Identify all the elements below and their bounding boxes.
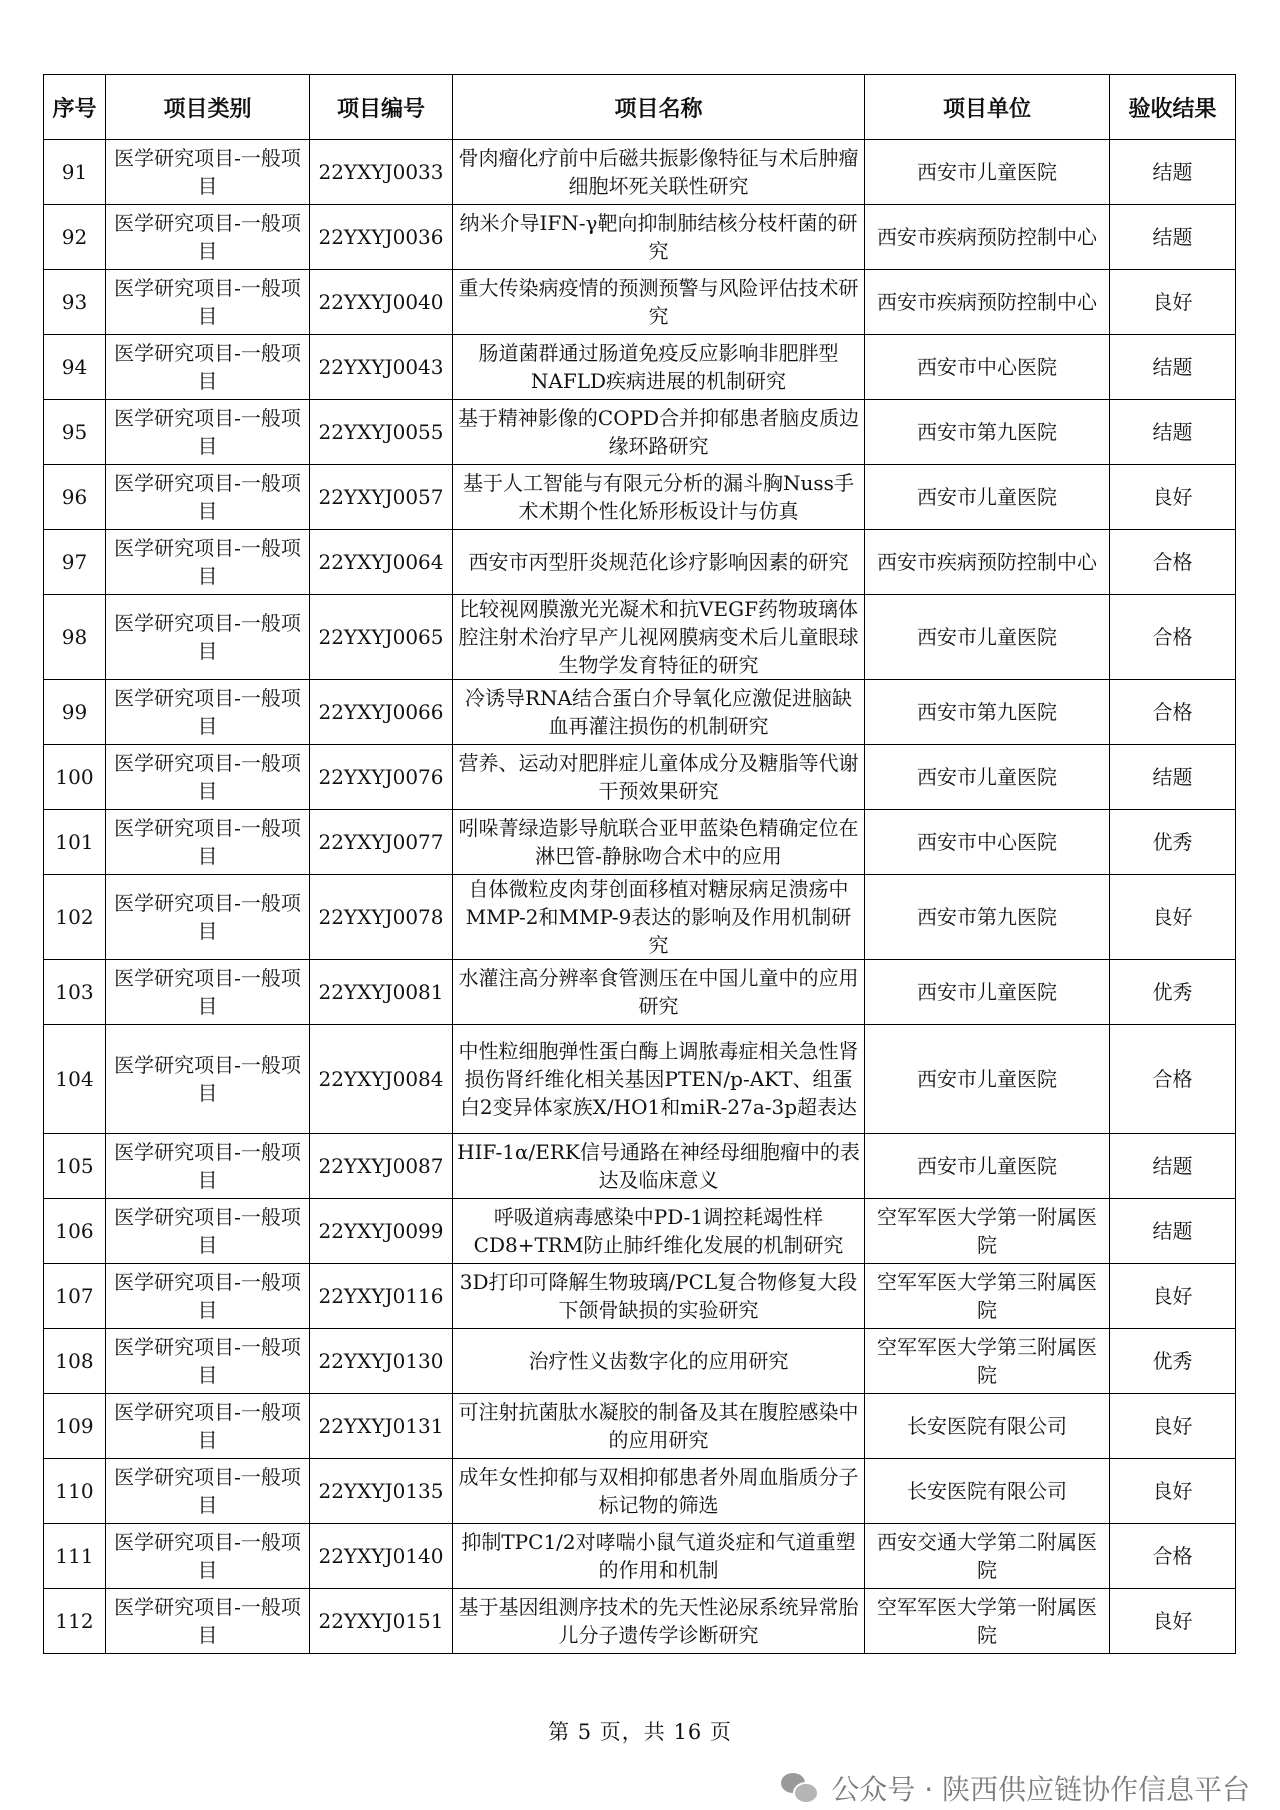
cell-unit: 西安市儿童医院 <box>865 465 1110 530</box>
cell-code: 22YXYJ0099 <box>310 1199 453 1264</box>
cell-result: 结题 <box>1110 1134 1236 1199</box>
cell-no: 105 <box>44 1134 106 1199</box>
cell-name: 呼吸道病毒感染中PD-1调控耗竭性样CD8+TRM防止肺纤维化发展的机制研究 <box>453 1199 865 1264</box>
cell-name: 治疗性义齿数字化的应用研究 <box>453 1329 865 1394</box>
cell-code: 22YXYJ0151 <box>310 1589 453 1654</box>
cell-code: 22YXYJ0036 <box>310 205 453 270</box>
table-row <box>44 1264 1236 1329</box>
cell-category: 医学研究项目-一般项目 <box>106 1329 310 1394</box>
table-row <box>44 1589 1236 1654</box>
header-code: 项目编号 <box>310 75 453 140</box>
cell-result: 优秀 <box>1110 1329 1236 1394</box>
page-number: 第 5 页，共 16 页 <box>548 1720 732 1744</box>
cell-category: 医学研究项目-一般项目 <box>106 745 310 810</box>
cell-name: 重大传染病疫情的预测预警与风险评估技术研究 <box>453 270 865 335</box>
cell-result: 良好 <box>1110 875 1236 960</box>
cell-unit: 西安市疾病预防控制中心 <box>865 270 1110 335</box>
cell-category: 医学研究项目-一般项目 <box>106 270 310 335</box>
table-row <box>44 595 1236 680</box>
results-table <box>43 74 1236 1654</box>
cell-unit: 西安市儿童医院 <box>865 960 1110 1025</box>
cell-unit: 空军军医大学第三附属医院 <box>865 1264 1110 1329</box>
cell-category: 医学研究项目-一般项目 <box>106 1394 310 1459</box>
cell-unit: 西安市疾病预防控制中心 <box>865 205 1110 270</box>
cell-no: 91 <box>44 140 106 205</box>
cell-category: 医学研究项目-一般项目 <box>106 1459 310 1524</box>
cell-unit: 西安市第九医院 <box>865 680 1110 745</box>
cell-category: 医学研究项目-一般项目 <box>106 335 310 400</box>
cell-name: 营养、运动对肥胖症儿童体成分及糖脂等代谢干预效果研究 <box>453 745 865 810</box>
cell-category: 医学研究项目-一般项目 <box>106 680 310 745</box>
table-row <box>44 1459 1236 1524</box>
cell-code: 22YXYJ0066 <box>310 680 453 745</box>
cell-name: 3D打印可降解生物玻璃/PCL复合物修复大段下颌骨缺损的实验研究 <box>453 1264 865 1329</box>
cell-unit: 西安市儿童医院 <box>865 140 1110 205</box>
cell-no: 104 <box>44 1025 106 1134</box>
cell-unit: 西安市疾病预防控制中心 <box>865 530 1110 595</box>
cell-no: 112 <box>44 1589 106 1654</box>
cell-no: 93 <box>44 270 106 335</box>
cell-result: 优秀 <box>1110 810 1236 875</box>
cell-no: 99 <box>44 680 106 745</box>
cell-name: 基于人工智能与有限元分析的漏斗胸Nuss手术术期个性化矫形板设计与仿真 <box>453 465 865 530</box>
cell-result: 结题 <box>1110 745 1236 810</box>
cell-result: 良好 <box>1110 1264 1236 1329</box>
wechat-icon <box>781 1773 817 1803</box>
cell-unit: 西安市儿童医院 <box>865 1134 1110 1199</box>
table-row <box>44 205 1236 270</box>
cell-category: 医学研究项目-一般项目 <box>106 1524 310 1589</box>
cell-name: 肠道菌群通过肠道免疫反应影响非肥胖型NAFLD疾病进展的机制研究 <box>453 335 865 400</box>
cell-no: 96 <box>44 465 106 530</box>
cell-code: 22YXYJ0116 <box>310 1264 453 1329</box>
cell-category: 医学研究项目-一般项目 <box>106 595 310 680</box>
cell-code: 22YXYJ0055 <box>310 400 453 465</box>
header-result: 验收结果 <box>1110 75 1236 140</box>
cell-category: 医学研究项目-一般项目 <box>106 875 310 960</box>
cell-name: 纳米介导IFN-γ靶向抑制肺结核分枝杆菌的研究 <box>453 205 865 270</box>
cell-category: 医学研究项目-一般项目 <box>106 1199 310 1264</box>
cell-category: 医学研究项目-一般项目 <box>106 205 310 270</box>
cell-code: 22YXYJ0140 <box>310 1524 453 1589</box>
header-unit: 项目单位 <box>865 75 1110 140</box>
table-row <box>44 270 1236 335</box>
table-row <box>44 745 1236 810</box>
table-row <box>44 1394 1236 1459</box>
cell-name: 水灌注高分辨率食管测压在中国儿童中的应用研究 <box>453 960 865 1025</box>
cell-no: 107 <box>44 1264 106 1329</box>
cell-result: 结题 <box>1110 335 1236 400</box>
cell-name: 可注射抗菌肽水凝胶的制备及其在腹腔感染中的应用研究 <box>453 1394 865 1459</box>
watermark-text: 公众号 · 陕西供应链协作信息平台 <box>831 1773 1250 1806</box>
cell-name: 冷诱导RNA结合蛋白介导氧化应激促进脑缺血再灌注损伤的机制研究 <box>453 680 865 745</box>
cell-no: 109 <box>44 1394 106 1459</box>
cell-no: 108 <box>44 1329 106 1394</box>
table-row <box>44 680 1236 745</box>
table-row <box>44 1025 1236 1134</box>
cell-code: 22YXYJ0076 <box>310 745 453 810</box>
cell-result: 良好 <box>1110 270 1236 335</box>
cell-category: 医学研究项目-一般项目 <box>106 1134 310 1199</box>
cell-code: 22YXYJ0131 <box>310 1394 453 1459</box>
cell-no: 92 <box>44 205 106 270</box>
cell-name: 成年女性抑郁与双相抑郁患者外周血脂质分子标记物的筛选 <box>453 1459 865 1524</box>
table-row <box>44 1199 1236 1264</box>
cell-unit: 西安市第九医院 <box>865 875 1110 960</box>
watermark <box>781 1768 1250 1808</box>
table-row <box>44 400 1236 465</box>
cell-name: 吲哚菁绿造影导航联合亚甲蓝染色精确定位在淋巴管-静脉吻合术中的应用 <box>453 810 865 875</box>
cell-code: 22YXYJ0087 <box>310 1134 453 1199</box>
cell-no: 110 <box>44 1459 106 1524</box>
cell-unit: 西安市第九医院 <box>865 400 1110 465</box>
cell-result: 结题 <box>1110 1199 1236 1264</box>
table-row <box>44 1329 1236 1394</box>
cell-category: 医学研究项目-一般项目 <box>106 960 310 1025</box>
cell-code: 22YXYJ0077 <box>310 810 453 875</box>
cell-result: 合格 <box>1110 680 1236 745</box>
cell-code: 22YXYJ0033 <box>310 140 453 205</box>
table-row <box>44 530 1236 595</box>
cell-name: 抑制TPC1/2对哮喘小鼠气道炎症和气道重塑的作用和机制 <box>453 1524 865 1589</box>
cell-name: 骨肉瘤化疗前中后磁共振影像特征与术后肿瘤细胞坏死关联性研究 <box>453 140 865 205</box>
header-name: 项目名称 <box>453 75 865 140</box>
cell-category: 医学研究项目-一般项目 <box>106 140 310 205</box>
cell-unit: 长安医院有限公司 <box>865 1459 1110 1524</box>
cell-no: 94 <box>44 335 106 400</box>
cell-result: 良好 <box>1110 465 1236 530</box>
cell-result: 合格 <box>1110 1025 1236 1134</box>
header-no: 序号 <box>44 75 106 140</box>
cell-category: 医学研究项目-一般项目 <box>106 810 310 875</box>
cell-code: 22YXYJ0057 <box>310 465 453 530</box>
table-row <box>44 465 1236 530</box>
table-row <box>44 140 1236 205</box>
cell-name: 比较视网膜激光光凝术和抗VEGF药物玻璃体腔注射术治疗早产儿视网膜病变术后儿童眼球生物学发育特征的研究 <box>453 595 865 680</box>
cell-category: 医学研究项目-一般项目 <box>106 1589 310 1654</box>
cell-category: 医学研究项目-一般项目 <box>106 1264 310 1329</box>
cell-name: 基于精神影像的COPD合并抑郁患者脑皮质边缘环路研究 <box>453 400 865 465</box>
cell-result: 结题 <box>1110 205 1236 270</box>
cell-category: 医学研究项目-一般项目 <box>106 530 310 595</box>
cell-code: 22YXYJ0081 <box>310 960 453 1025</box>
cell-result: 结题 <box>1110 140 1236 205</box>
table-row <box>44 1524 1236 1589</box>
header-category: 项目类别 <box>106 75 310 140</box>
cell-name: HIF-1α/ERK信号通路在神经母细胞瘤中的表达及临床意义 <box>453 1134 865 1199</box>
cell-result: 良好 <box>1110 1459 1236 1524</box>
cell-result: 合格 <box>1110 595 1236 680</box>
cell-result: 良好 <box>1110 1589 1236 1654</box>
cell-unit: 西安市中心医院 <box>865 810 1110 875</box>
table-row <box>44 810 1236 875</box>
table-row <box>44 960 1236 1025</box>
cell-no: 98 <box>44 595 106 680</box>
cell-code: 22YXYJ0043 <box>310 335 453 400</box>
cell-unit: 空军军医大学第一附属医院 <box>865 1589 1110 1654</box>
cell-unit: 空军军医大学第一附属医院 <box>865 1199 1110 1264</box>
header-row <box>44 75 1236 140</box>
cell-code: 22YXYJ0040 <box>310 270 453 335</box>
cell-unit: 西安市儿童医院 <box>865 595 1110 680</box>
cell-category: 医学研究项目-一般项目 <box>106 400 310 465</box>
cell-category: 医学研究项目-一般项目 <box>106 1025 310 1134</box>
cell-no: 103 <box>44 960 106 1025</box>
cell-result: 优秀 <box>1110 960 1236 1025</box>
table-row <box>44 1134 1236 1199</box>
cell-name: 基于基因组测序技术的先天性泌尿系统异常胎儿分子遗传学诊断研究 <box>453 1589 865 1654</box>
cell-code: 22YXYJ0084 <box>310 1025 453 1134</box>
cell-no: 101 <box>44 810 106 875</box>
cell-unit: 西安市儿童医院 <box>865 745 1110 810</box>
cell-code: 22YXYJ0130 <box>310 1329 453 1394</box>
cell-result: 良好 <box>1110 1394 1236 1459</box>
cell-no: 100 <box>44 745 106 810</box>
cell-no: 106 <box>44 1199 106 1264</box>
table-row <box>44 335 1236 400</box>
cell-unit: 空军军医大学第三附属医院 <box>865 1329 1110 1394</box>
cell-result: 合格 <box>1110 1524 1236 1589</box>
cell-result: 合格 <box>1110 530 1236 595</box>
cell-no: 95 <box>44 400 106 465</box>
cell-unit: 长安医院有限公司 <box>865 1394 1110 1459</box>
cell-code: 22YXYJ0135 <box>310 1459 453 1524</box>
cell-name: 自体微粒皮肉芽创面移植对糖尿病足溃疡中MMP-2和MMP-9表达的影响及作用机制研究 <box>453 875 865 960</box>
cell-unit: 西安交通大学第二附属医院 <box>865 1524 1110 1589</box>
cell-category: 医学研究项目-一般项目 <box>106 465 310 530</box>
cell-result: 结题 <box>1110 400 1236 465</box>
cell-unit: 西安市中心医院 <box>865 335 1110 400</box>
cell-no: 102 <box>44 875 106 960</box>
cell-name: 西安市丙型肝炎规范化诊疗影响因素的研究 <box>453 530 865 595</box>
cell-unit: 西安市儿童医院 <box>865 1025 1110 1134</box>
cell-code: 22YXYJ0078 <box>310 875 453 960</box>
cell-name: 中性粒细胞弹性蛋白酶上调脓毒症相关急性肾损伤肾纤维化相关基因PTEN/p-AKT、组蛋白2变异体家族X/HO1和miR-27a-3p超表达 <box>453 1025 865 1134</box>
cell-code: 22YXYJ0064 <box>310 530 453 595</box>
cell-no: 111 <box>44 1524 106 1589</box>
cell-code: 22YXYJ0065 <box>310 595 453 680</box>
cell-no: 97 <box>44 530 106 595</box>
table-row <box>44 875 1236 960</box>
